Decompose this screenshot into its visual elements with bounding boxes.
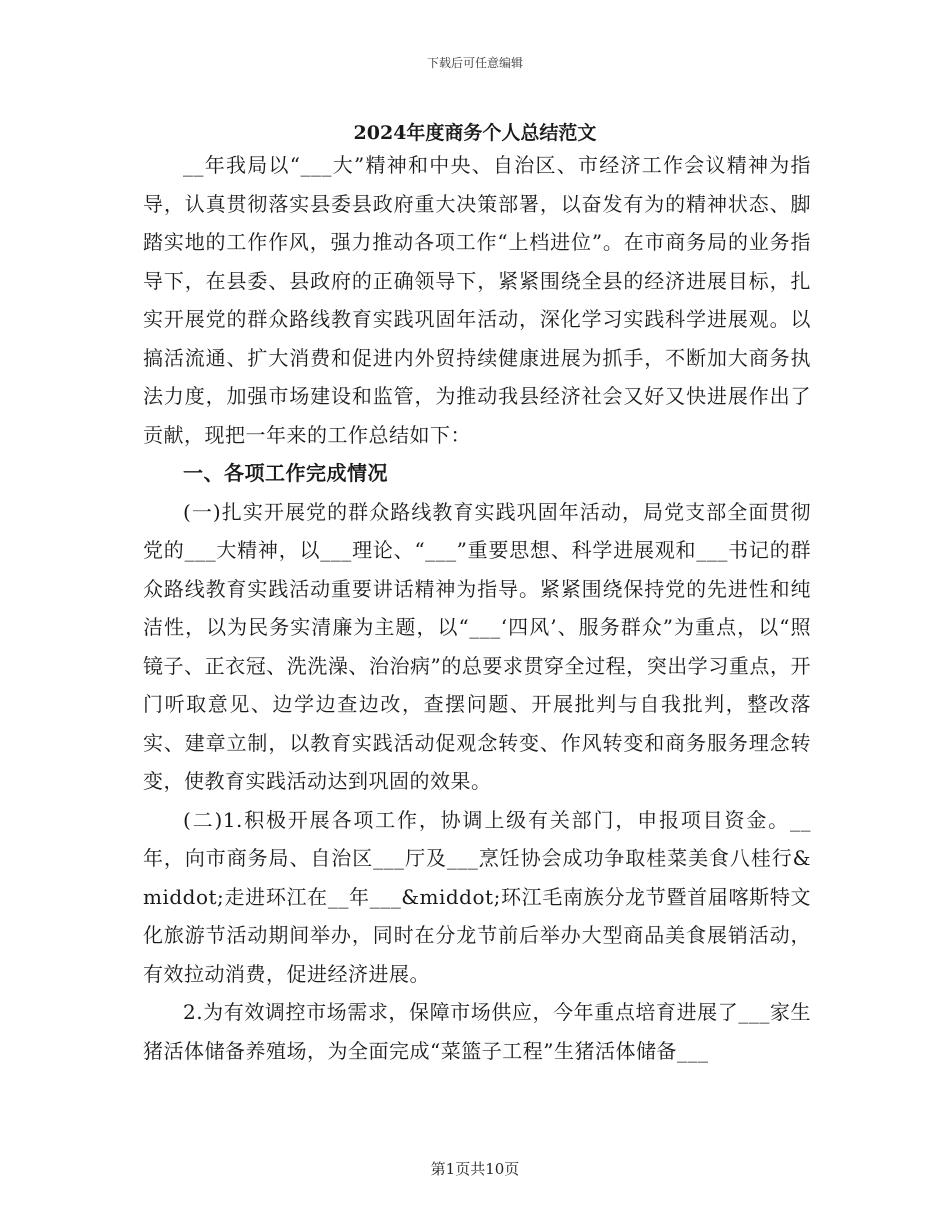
document-body [143,146,811,1070]
document-title: 2024年度商务个人总结范文 [353,122,597,144]
page-number: 第1页共10页 [430,1160,520,1178]
paragraph-item-2-2: 2.为有效调控市场需求，保障市场供应，今年重点培育进展了___家生猪活体储备养殖场，为全面完成“菜篮子工程”生猪活体储备___ [143,1000,811,1063]
paragraph-intro: __年我局以“___大”精神和中央、自治区、市经济工作会议精神为指导，认真贯彻落实县委县政府重大决策部署，以奋发有为的精神状态、脚踏实地的工作作风，强力推动各项工作“上档进位”。在市商务局的业务指导下，在县委、县政府的正确领导下，紧紧围绕全县的经济进展目标，扎实开展党的群众路线教育实践巩固年活动，深化学习实践科学进展观。以搞活流通、扩大消费和促进内外贸持续健康进展为抓手，不断加大商务执法力度，加强市场建设和监管，为推动我县经济社会又好又快进展作出了贡献，现把一年来的工作总结如下： [143,153,811,447]
header-note: 下载后可任意编辑 [426,56,523,70]
paragraph-item-2: (二)1.积极开展各项工作，协调上级有关部门，申报项目资金。__年，向市商务局、自治区___厅及___烹饪协会成功争取桂菜美食八桂行&middot;走进环江在__年___&middot;环江毛南族分龙节暨首届喀斯特文化旅游节活动期间举办，同时在分龙节前后举办大型商品美食展销活动，有效拉动消费，促进经济进展。 [143,807,811,986]
paragraph-item-1: (一)扎实开展党的群众路线教育实践巩固年活动，局党支部全面贯彻党的___大精神，以___理论、“___”重要思想、科学进展观和___书记的群众路线教育实践活动重要讲话精神为指导。紧紧围绕保持党的先进性和纯洁性，以为民务实清廉为主题，以“___‘四风’、服务群众”为重点，以“照镜子、正衣冠、洗洗澡、治治病”的总要求贯穿全过程，突出学习重点，开门听取意见、边学边查边改，查摆问题、开展批判与自我批判，整改落实、建章立制，以教育实践活动促观念转变、作风转变和商务服务理念转变，使教育实践活动达到巩固的效果。 [143,499,811,793]
section-heading: 一、各项工作完成情况 [183,461,388,485]
